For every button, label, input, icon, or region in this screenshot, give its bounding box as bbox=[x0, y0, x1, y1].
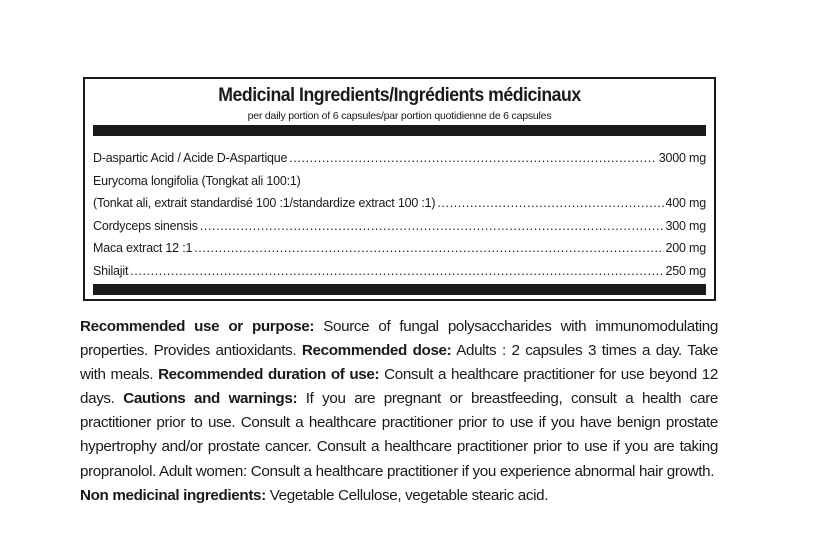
ingredient-name: Shilajit bbox=[93, 263, 129, 278]
dot-leader bbox=[194, 237, 663, 260]
medicinal-ingredients-panel bbox=[83, 77, 716, 301]
non-medicinal-label: Non medicinal ingredients: bbox=[80, 486, 266, 504]
ingredient-row bbox=[93, 260, 706, 283]
ingredient-amount: 300 mg bbox=[665, 218, 706, 233]
ingredient-name: Eurycoma longifolia (Tongkat ali 100:1) bbox=[93, 173, 301, 188]
ingredient-row bbox=[93, 237, 706, 260]
bottom-divider-bar bbox=[93, 284, 706, 295]
dot-leader bbox=[200, 215, 664, 238]
ingredient-row bbox=[93, 170, 706, 193]
cautions-text: If you are pregnant or breastfeeding, consult a health care practitioner prior to use. Consult a healthcare practitioner prior to use if you have benign prostate hypertrophy and/or prostate cancer. Consult a healthcare practitioner prior to use if you are taking propranolol. Adult women: Consult a healthcare practitioner if you experience abnormal hair growth. bbox=[80, 390, 719, 480]
recommended-use-label: Recommended use or purpose: bbox=[80, 318, 315, 335]
ingredient-amount: 250 mg bbox=[665, 263, 706, 278]
recommended-duration-text: Consult a healthcare practitioner for use beyond 12 days. bbox=[80, 366, 718, 408]
panel-title: Medicinal Ingredients/Ingrédients médicinaux bbox=[218, 85, 581, 106]
product-information-paragraph bbox=[80, 315, 718, 508]
ingredient-name: D-aspartic Acid / Acide D-Aspartique bbox=[93, 151, 288, 165]
ingredient-name: (Tonkat ali, extrait standardisé 100 :1/standardize extract 100 :1) bbox=[93, 196, 436, 210]
non-medicinal-text: Vegetable Cellulose, vegetable stearic acid. bbox=[269, 486, 549, 504]
recommended-use-text: Source of fungal polysaccharides with immunomodulating properties. Provides antioxidants. bbox=[80, 318, 718, 360]
recommended-duration-label: Recommended duration of use: bbox=[158, 366, 380, 384]
ingredient-name: Maca extract 12 :1 bbox=[93, 241, 193, 255]
ingredient-list bbox=[93, 147, 706, 282]
dot-leader bbox=[437, 192, 663, 215]
recommended-dose-text: Adults : 2 capsules 3 times a day. Take with meals. bbox=[80, 342, 718, 384]
top-divider-bar bbox=[93, 125, 706, 136]
ingredient-row bbox=[93, 192, 706, 215]
ingredient-amount: 400 mg bbox=[665, 196, 706, 210]
ingredient-row bbox=[93, 215, 706, 238]
dot-leader bbox=[289, 147, 656, 170]
panel-subtitle: per daily portion of 6 capsules/par portion quotidienne de 6 capsules bbox=[247, 110, 552, 122]
ingredient-row bbox=[93, 147, 706, 170]
recommended-dose-label: Recommended dose: bbox=[301, 342, 452, 360]
ingredient-amount: 200 mg bbox=[665, 241, 706, 255]
cautions-label: Cautions and warnings: bbox=[123, 390, 298, 408]
ingredient-amount: 3000 mg bbox=[658, 151, 706, 165]
dot-leader bbox=[130, 260, 663, 283]
ingredient-name: Cordyceps sinensis bbox=[93, 218, 198, 233]
